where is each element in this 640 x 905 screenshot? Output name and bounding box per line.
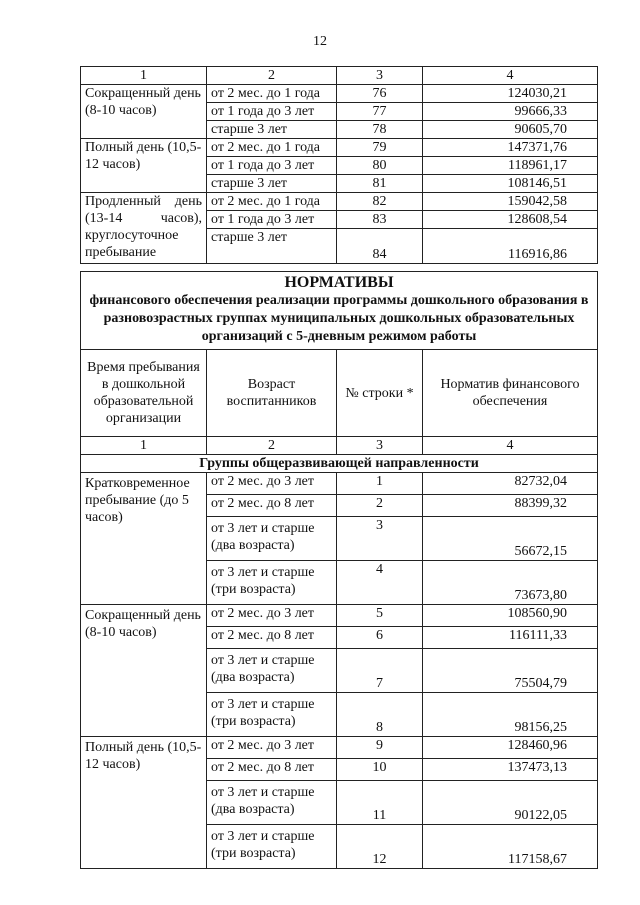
normative-value: 73673,80	[423, 561, 598, 605]
age-line: от 3 лет и старше	[211, 565, 315, 580]
table-subtitle: финансового обеспечения реализации программы дошкольного образования в разновозрастных группах муниципальных дошкольных образовательных организаций с 5-дневным режимом работы	[89, 293, 589, 344]
age-cell	[207, 649, 337, 693]
col-number: 1	[81, 437, 207, 455]
normative-value: 116916,86	[423, 229, 598, 264]
table-title: НОРМАТИВЫ	[284, 274, 394, 291]
normatives-table	[80, 271, 598, 869]
normative-value: 90122,05	[423, 781, 598, 825]
normative-value: 56672,15	[423, 517, 598, 561]
normative-value: 99666,33	[423, 103, 598, 121]
col-number: 3	[337, 437, 423, 455]
age-line: (три возраста)	[211, 714, 296, 729]
row-number: 7	[337, 649, 423, 693]
age-cell	[207, 693, 337, 737]
column-header: Возраст воспитанников	[207, 350, 337, 437]
row-number: 84	[337, 229, 423, 264]
normative-value: 128460,96	[423, 737, 598, 759]
age-line: (три возраста)	[211, 582, 296, 597]
section-title: Группы общеразвивающей направленности	[81, 455, 598, 473]
table-row	[81, 85, 598, 103]
row-number: 4	[337, 561, 423, 605]
age-line: от 3 лет и старше	[211, 653, 315, 668]
age-line: (два возраста)	[211, 802, 295, 817]
age-cell: от 1 года до 3 лет	[207, 103, 337, 121]
age-cell: старше 3 лет	[207, 229, 337, 264]
age-line: (два возраста)	[211, 538, 295, 553]
normative-value: 124030,21	[423, 85, 598, 103]
age-line: от 3 лет и старше	[211, 785, 315, 800]
age-cell: от 2 мес. до 8 лет	[207, 495, 337, 517]
age-cell: от 2 мес. до 1 года	[207, 139, 337, 157]
normative-value: 82732,04	[423, 473, 598, 495]
row-number: 83	[337, 211, 423, 229]
table-row	[81, 473, 598, 495]
column-numbers-row	[81, 437, 598, 455]
normative-value: 137473,13	[423, 759, 598, 781]
column-header: Время пребывания в дошкольной образовательной организации	[81, 350, 207, 437]
age-cell: от 2 мес. до 3 лет	[207, 737, 337, 759]
age-cell	[207, 517, 337, 561]
age-line: (три возраста)	[211, 846, 296, 861]
age-cell: от 2 мес. до 1 года	[207, 85, 337, 103]
page-number: 12	[313, 34, 327, 49]
col-number: 4	[423, 437, 598, 455]
row-number: 76	[337, 85, 423, 103]
age-line: (два возраста)	[211, 670, 295, 685]
column-header: № строки *	[337, 350, 423, 437]
age-line: от 3 лет и старше	[211, 829, 315, 844]
normative-value: 118961,17	[423, 157, 598, 175]
row-number: 2	[337, 495, 423, 517]
age-cell: от 2 мес. до 8 лет	[207, 627, 337, 649]
table-row	[81, 193, 598, 211]
row-number: 11	[337, 781, 423, 825]
group-label: Кратковременное пребывание (до 5 часов)	[81, 473, 207, 605]
row-number: 8	[337, 693, 423, 737]
header-row	[81, 350, 598, 437]
section-row	[81, 455, 598, 473]
row-number: 82	[337, 193, 423, 211]
group-label: Продленный день (13-14 часов), круглосуточное пребывание	[81, 193, 207, 264]
column-numbers-row	[81, 67, 598, 85]
row-number: 12	[337, 825, 423, 869]
normative-value: 117158,67	[423, 825, 598, 869]
normative-value: 128608,54	[423, 211, 598, 229]
table-row	[81, 139, 598, 157]
age-cell	[207, 781, 337, 825]
age-cell: от 2 мес. до 3 лет	[207, 473, 337, 495]
normative-value: 147371,76	[423, 139, 598, 157]
col-number: 3	[337, 67, 423, 85]
age-cell: старше 3 лет	[207, 121, 337, 139]
age-cell: старше 3 лет	[207, 175, 337, 193]
normative-value: 75504,79	[423, 649, 598, 693]
column-header: Норматив финансового обеспечения	[423, 350, 598, 437]
row-number: 3	[337, 517, 423, 561]
age-cell: от 1 года до 3 лет	[207, 157, 337, 175]
row-number: 10	[337, 759, 423, 781]
continued-normatives-table	[80, 66, 598, 264]
age-cell	[207, 561, 337, 605]
table-row	[81, 605, 598, 627]
row-number: 81	[337, 175, 423, 193]
normative-value: 98156,25	[423, 693, 598, 737]
col-number: 1	[81, 67, 207, 85]
row-number: 79	[337, 139, 423, 157]
col-number: 2	[207, 67, 337, 85]
group-label: Полный день (10,5-12 часов)	[81, 737, 207, 869]
age-line: от 3 лет и старше	[211, 521, 315, 536]
normative-value: 108146,51	[423, 175, 598, 193]
col-number: 4	[423, 67, 598, 85]
row-number: 77	[337, 103, 423, 121]
normative-value: 108560,90	[423, 605, 598, 627]
row-number: 9	[337, 737, 423, 759]
age-cell: от 1 года до 3 лет	[207, 211, 337, 229]
normative-value: 116111,33	[423, 627, 598, 649]
table-title-cell	[81, 272, 598, 350]
group-label: Полный день (10,5-12 часов)	[81, 139, 207, 193]
title-row	[81, 272, 598, 350]
normative-value: 88399,32	[423, 495, 598, 517]
age-cell: от 2 мес. до 8 лет	[207, 759, 337, 781]
group-label: Сокращенный день (8-10 часов)	[81, 85, 207, 139]
age-cell: от 2 мес. до 1 года	[207, 193, 337, 211]
row-number: 80	[337, 157, 423, 175]
normative-value: 159042,58	[423, 193, 598, 211]
age-cell: от 2 мес. до 3 лет	[207, 605, 337, 627]
normative-value: 90605,70	[423, 121, 598, 139]
row-number: 6	[337, 627, 423, 649]
group-label: Сокращенный день (8-10 часов)	[81, 605, 207, 737]
row-number: 1	[337, 473, 423, 495]
age-cell	[207, 825, 337, 869]
age-line: от 3 лет и старше	[211, 697, 315, 712]
row-number: 78	[337, 121, 423, 139]
row-number: 5	[337, 605, 423, 627]
table-row	[81, 737, 598, 759]
col-number: 2	[207, 437, 337, 455]
